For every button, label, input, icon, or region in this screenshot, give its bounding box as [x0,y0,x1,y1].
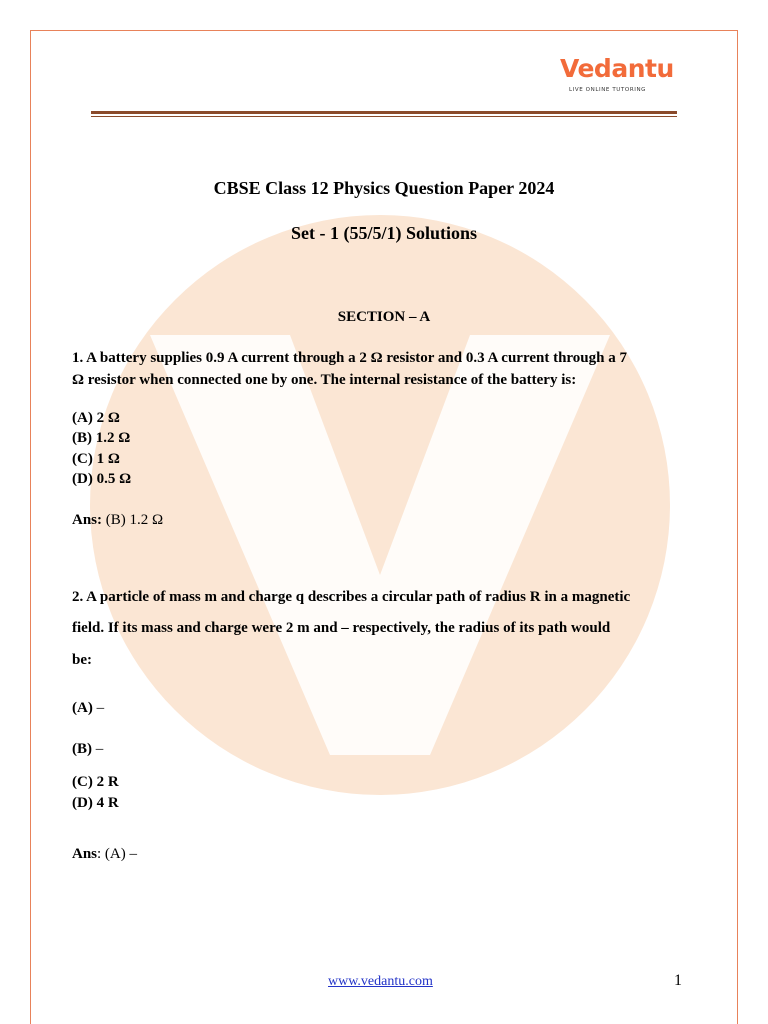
q2-answer [72,843,137,865]
q2-text-line2: field. If its mass and charge were 2 m and – respectively, the radius of its path would [72,620,611,636]
q1-option-d: (D) 0.5 Ω [72,471,132,487]
page-number: 1 [674,972,682,989]
q2-option-a-value: – [92,700,105,716]
q2-option-a-label: (A) [72,700,93,716]
q2-text-line3: be: [72,652,92,668]
q1-text-line1: 1. A battery supplies 0.9 A current through a 2 Ω resistor and 0.3 A current through a 7 [72,350,627,366]
q1-answer-label: Ans: [72,512,103,528]
paper-subtitle: Set - 1 (55/5/1) Solutions [290,223,477,243]
footer-website-link[interactable]: www.vedantu.com [328,974,433,989]
q2-option-b-value: – [92,741,104,757]
q2-answer-label: Ans [72,846,98,862]
q2-option-b [72,738,103,760]
q1-text-line2: Ω resistor when connected one by one. The internal resistance of the battery is: [72,372,577,388]
q1-option-a: (A) 2 Ω [72,410,120,426]
q2-option-c: (C) 2 R [72,774,119,790]
section-heading: SECTION – A [337,309,431,325]
q1-answer [72,509,163,531]
paper-title: CBSE Class 12 Physics Question Paper 2024 [213,178,555,198]
logo-wordmark: Vedantu [560,54,674,83]
q1-option-c: (C) 1 Ω [72,451,120,467]
q2-option-b-label: (B) [72,741,92,757]
q2-option-a [72,697,104,719]
q1-answer-value: (B) 1.2 Ω [102,512,164,528]
q1-option-b: (B) 1.2 Ω [72,430,131,446]
q2-answer-value: : (A) – [97,846,138,862]
logo-tagline: LIVE ONLINE TUTORING [569,87,647,93]
q2-option-d: (D) 4 R [72,795,119,811]
q2-text-line1: 2. A particle of mass m and charge q describes a circular path of radius R in a magnetic [72,589,631,605]
